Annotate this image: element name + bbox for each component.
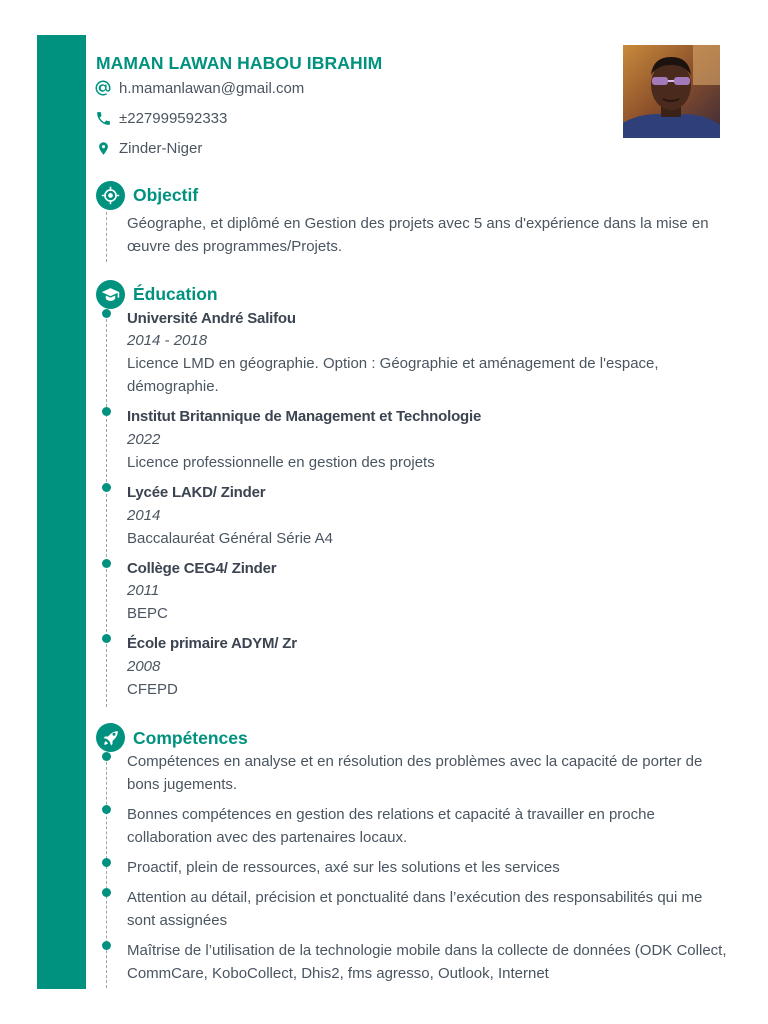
education-school: Institut Britannique de Management et Technologie [127,408,482,425]
timeline-dot [102,805,111,814]
phone-text: ±227999592333 [119,109,228,127]
education-school: Lycée LAKD/ Zinder [127,484,266,501]
timeline-dot [102,888,111,897]
profile-photo [623,45,720,138]
skill-text: Bonnes compétences en gestion des relations et capacité à travailler en proche collaboration avec des partenaires locaux. [127,806,655,846]
target-icon [96,181,125,210]
objective-title: Objectif [133,185,199,205]
education-desc: Licence LMD en géographie. Option : Géographie et aménagement de l'espace, démographie. [127,355,659,395]
education-date: 2022 [127,431,161,448]
education-school: Université André Salifou [127,310,296,327]
skill-text: Proactif, plein de ressources, axé sur les solutions et les services [127,859,560,876]
skill-text: Compétences en analyse et en résolution des problèmes avec la capacité de porter de bons jugements. [127,753,703,793]
education-desc: BEPC [127,605,168,622]
timeline-dot [102,559,111,568]
education-desc: Baccalauréat Général Série A4 [127,530,333,547]
timeline-dot [102,309,111,318]
rocket-icon [96,723,125,752]
education-date: 2008 [127,658,161,675]
at-icon [93,78,113,98]
contact-email [93,78,304,98]
skill-text: Maîtrise de l’utilisation de la technologie mobile dans la collecte de données (ODK Collect, CommCare, KoboCollect, Dhis2, fms agresso, Outlook, Internet [127,942,727,982]
timeline-dot [102,483,111,492]
education-timeline [106,309,107,707]
education-title: Éducation [133,284,218,304]
education-desc: CFEPD [127,681,178,698]
timeline-dot [102,858,111,867]
objective-text: Géographe, et diplômé en Gestion des projets avec 5 ans d'expérience dans la mise en œuvre des programmes/Projets. [127,215,709,255]
contact-phone [93,108,227,128]
accent-side-bar [37,35,86,989]
education-date: 2014 [127,507,161,524]
timeline-dot [102,941,111,950]
map-pin-icon [93,138,113,158]
location-text: Zinder-Niger [119,139,203,157]
education-school: École primaire ADYM/ Zr [127,635,297,652]
education-date: 2014 - 2018 [127,332,208,349]
skills-title: Compétences [133,728,248,748]
email-text: h.mamanlawan@gmail.com [119,79,305,97]
objective-timeline [106,212,107,262]
contact-location [93,138,202,158]
candidate-name: MAMAN LAWAN HABOU IBRAHIM [96,53,383,73]
graduation-cap-icon [96,280,125,309]
timeline-dot [102,752,111,761]
timeline-dot [102,634,111,643]
education-desc: Licence professionnelle en gestion des projets [127,454,435,471]
timeline-dot [102,407,111,416]
phone-icon [93,108,113,128]
education-school: Collège CEG4/ Zinder [127,560,277,577]
skills-timeline [106,752,107,988]
education-date: 2011 [127,582,160,599]
skill-text: Attention au détail, précision et ponctualité dans l’exécution des responsabilités qui me sont assignées [127,889,703,929]
